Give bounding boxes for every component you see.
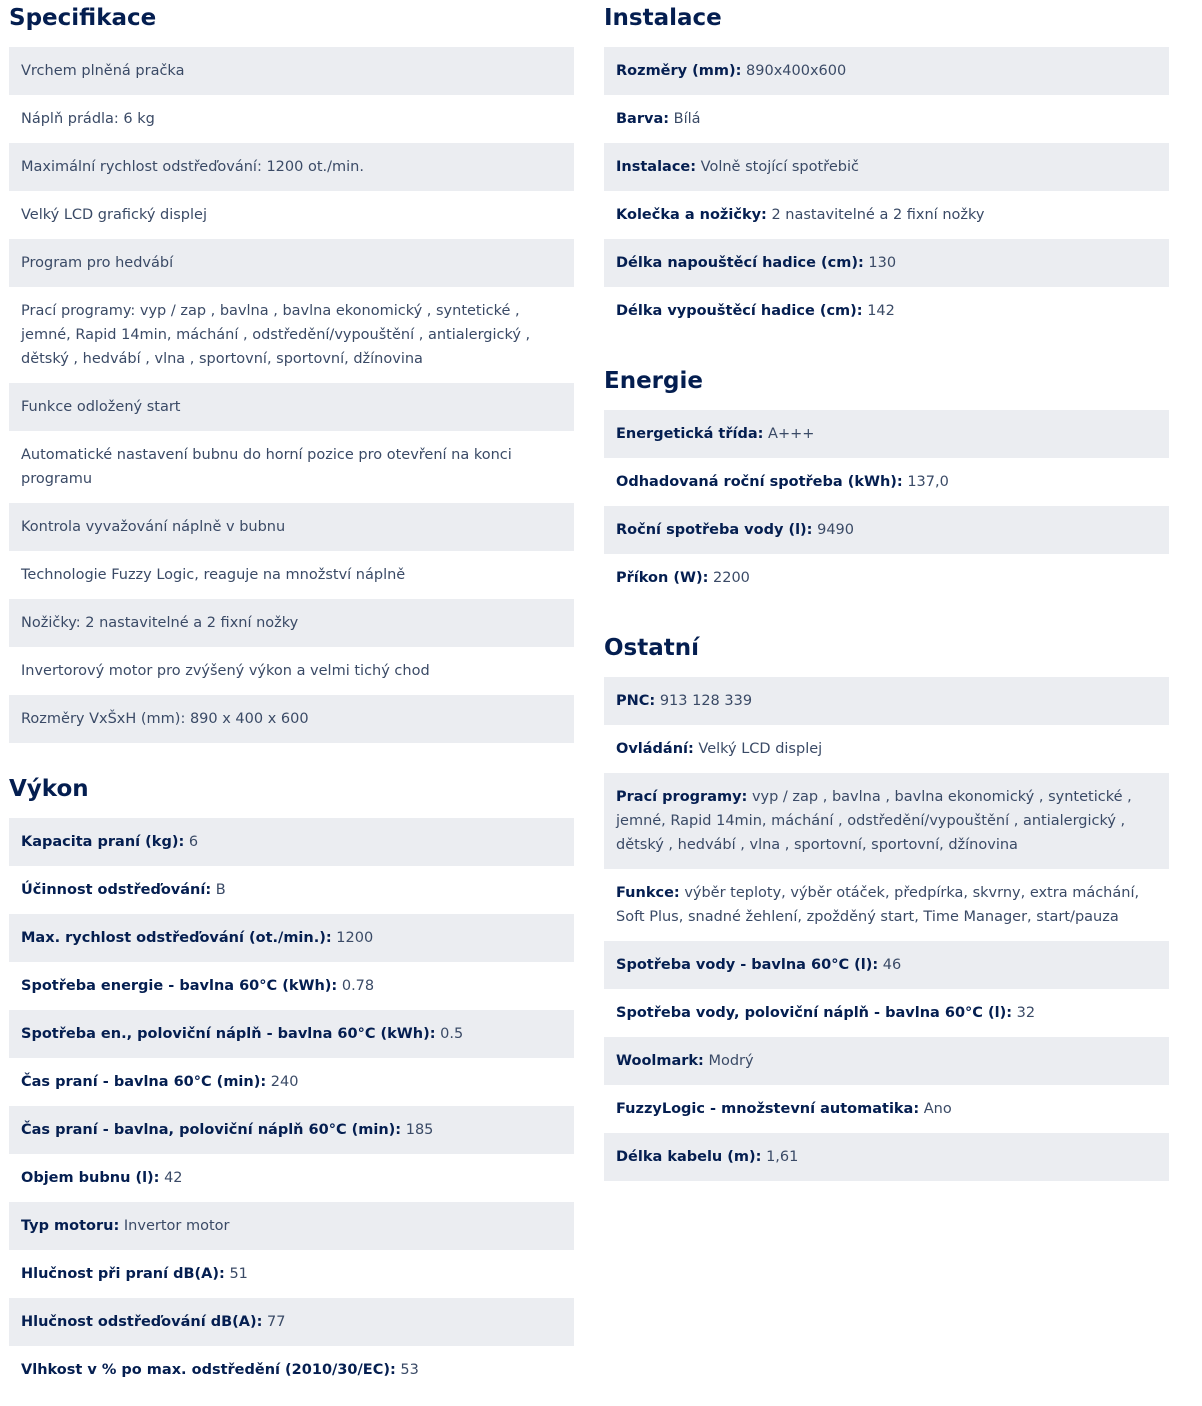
spec-row: [604, 458, 1169, 506]
spec-text: Program pro hedvábí: [21, 255, 174, 271]
spec-text: Nožičky: 2 nastavitelné a 2 fixní nožky: [21, 615, 299, 631]
spec-value: 142: [867, 303, 895, 319]
spec-row: [9, 962, 574, 1010]
spec-row: [9, 191, 574, 239]
left-column: [9, 0, 574, 1394]
spec-key: Čas praní - bavlna, poloviční náplň 60°C (min):: [21, 1122, 402, 1138]
spec-value: Ano: [923, 1101, 952, 1117]
spec-row: [604, 773, 1169, 869]
spec-row: [9, 1298, 574, 1346]
spec-value: výběr teploty, výběr otáček, předpírka, skvrny, extra máchání, Soft Plus, snadné žehlení, zpožděný start, Time Manager, start/pauza: [616, 885, 1140, 925]
spec-row: [9, 914, 574, 962]
spec-value: 137,0: [907, 474, 949, 490]
spec-key: Max. rychlost odstřeďování (ot./min.):: [21, 930, 332, 946]
spec-key: Objem bubnu (l):: [21, 1170, 160, 1186]
spec-value: Modrý: [708, 1053, 754, 1069]
section-title-vykon: Výkon: [9, 776, 89, 802]
spec-row: [9, 599, 574, 647]
spec-key: Typ motoru:: [21, 1218, 120, 1234]
spec-row: [9, 47, 574, 95]
spec-value: 77: [267, 1314, 286, 1330]
spec-value: 1,61: [766, 1149, 799, 1165]
spec-value: B: [215, 882, 226, 898]
spec-key: Instalace:: [616, 159, 697, 175]
spec-list: [9, 47, 574, 743]
spec-row: [604, 143, 1169, 191]
spec-text: Automatické nastavení bubnu do horní pozice pro otevření na konci programu: [21, 447, 512, 487]
spec-text: Prací programy: vyp / zap , bavlna , bavlna ekonomický , syntetické , jemné, Rapid 14min, máchání , odstředění/vypouštění , antialergický , dětský , hedvábí , vlna , sportovní, sportovní, džínovina: [21, 303, 531, 367]
spec-text: Náplň prádla: 6 kg: [21, 111, 155, 127]
section-title-specifikace: Specifikace: [9, 5, 157, 31]
spec-key: Účinnost odstřeďování:: [21, 882, 212, 898]
spec-row: [604, 191, 1169, 239]
spec-list: [604, 677, 1169, 1181]
spec-row: [9, 1250, 574, 1298]
spec-row: [604, 1133, 1169, 1181]
spec-key: FuzzyLogic - množstevní automatika:: [616, 1101, 920, 1117]
spec-text: Funkce odložený start: [21, 399, 181, 415]
spec-key: Hlučnost při praní dB(A):: [21, 1266, 225, 1282]
spec-value: vyp / zap , bavlna , bavlna ekonomický , syntetické , jemné, Rapid 14min, máchání , odstředění/vypouštění , antialergický , dětský , hedvábí , vlna , sportovní, sportovní, džínovina: [616, 789, 1132, 853]
spec-key: Délka vypouštěcí hadice (cm):: [616, 303, 863, 319]
spec-row: [9, 1058, 574, 1106]
section-title-ostatni: Ostatní: [604, 635, 700, 661]
spec-row: [9, 551, 574, 599]
spec-key: Spotřeba energie - bavlna 60°C (kWh):: [21, 978, 338, 994]
spec-row: [604, 989, 1169, 1037]
spec-key: Spotřeba en., poloviční náplň - bavlna 60°C (kWh):: [21, 1026, 436, 1042]
spec-row: [604, 47, 1169, 95]
spec-row: [9, 143, 574, 191]
spec-key: Délka napouštěcí hadice (cm):: [616, 255, 864, 271]
spec-value: 130: [868, 255, 897, 271]
spec-key: Energetická třída:: [616, 426, 764, 442]
spec-value: Bílá: [673, 111, 701, 127]
spec-key: Kolečka a nožičky:: [616, 207, 767, 223]
spec-key: Spotřeba vody, poloviční náplň - bavlna 60°C (l):: [616, 1005, 1012, 1021]
spec-row: [604, 554, 1169, 602]
spec-value: 890x400x600: [746, 63, 847, 79]
spec-row: [604, 410, 1169, 458]
spec-value: 1200: [336, 930, 374, 946]
spec-row: [9, 866, 574, 914]
spec-value: 185: [405, 1122, 434, 1138]
spec-key: Kapacita praní (kg):: [21, 834, 185, 850]
spec-key: Woolmark:: [616, 1053, 704, 1069]
spec-row: [9, 1010, 574, 1058]
spec-value: A+++: [768, 426, 815, 442]
spec-row: [9, 503, 574, 551]
right-column: [604, 0, 1169, 1181]
spec-row: [9, 695, 574, 743]
spec-value: 51: [229, 1266, 248, 1282]
spec-row: [9, 239, 574, 287]
section-title-instalace: Instalace: [604, 5, 722, 31]
spec-row: [9, 1346, 574, 1394]
spec-row: [9, 818, 574, 866]
spec-key: Vlhkost v % po max. odstředění (2010/30/EC):: [21, 1362, 396, 1378]
spec-value: 2 nastavitelné a 2 fixní nožky: [771, 207, 985, 223]
spec-text: Rozměry VxŠxH (mm): 890 x 400 x 600: [21, 711, 309, 727]
spec-value: Invertor motor: [123, 1218, 230, 1234]
spec-key: Funkce:: [616, 885, 680, 901]
spec-row: [604, 677, 1169, 725]
spec-value: Volně stojící spotřebič: [700, 159, 859, 175]
spec-value: 2200: [713, 570, 750, 586]
spec-list: [604, 47, 1169, 335]
spec-text: Vrchem plněná pračka: [21, 63, 185, 79]
spec-key: Barva:: [616, 111, 670, 127]
spec-key: Délka kabelu (m):: [616, 1149, 762, 1165]
spec-row: [604, 869, 1169, 941]
spec-row: [9, 647, 574, 695]
spec-key: Příkon (W):: [616, 570, 709, 586]
spec-value: 9490: [817, 522, 854, 538]
section-title-energie: Energie: [604, 368, 703, 394]
spec-key: Prací programy:: [616, 789, 748, 805]
spec-value: 240: [270, 1074, 299, 1090]
spec-key: Rozměry (mm):: [616, 63, 742, 79]
spec-row: [604, 506, 1169, 554]
spec-text: Kontrola vyvažování náplně v bubnu: [21, 519, 286, 535]
spec-value: 913 128 339: [659, 693, 753, 709]
spec-text: Maximální rychlost odstřeďování: 1200 ot./min.: [21, 159, 364, 175]
spec-key: Odhadovaná roční spotřeba (kWh):: [616, 474, 903, 490]
spec-key: Hlučnost odstřeďování dB(A):: [21, 1314, 263, 1330]
spec-key: Spotřeba vody - bavlna 60°C (l):: [616, 957, 879, 973]
spec-row: [9, 431, 574, 503]
spec-key: Čas praní - bavlna 60°C (min):: [21, 1074, 267, 1090]
spec-value: 46: [882, 957, 902, 973]
spec-row: [604, 725, 1169, 773]
spec-row: [9, 1106, 574, 1154]
spec-key: Roční spotřeba vody (l):: [616, 522, 813, 538]
spec-value: 0.78: [341, 978, 375, 994]
spec-value: 53: [400, 1362, 419, 1378]
spec-key: Ovládání:: [616, 741, 694, 757]
spec-key: PNC:: [616, 693, 656, 709]
spec-row: [604, 941, 1169, 989]
spec-value: 6: [188, 834, 199, 850]
spec-value: Velký LCD displej: [698, 741, 823, 757]
spec-row: [604, 287, 1169, 335]
spec-row: [9, 1202, 574, 1250]
spec-list: [604, 410, 1169, 602]
spec-row: [604, 95, 1169, 143]
spec-text: Velký LCD grafický displej: [21, 207, 207, 223]
spec-row: [604, 239, 1169, 287]
spec-row: [9, 383, 574, 431]
spec-row: [604, 1085, 1169, 1133]
spec-value: 42: [164, 1170, 183, 1186]
spec-text: Invertorový motor pro zvýšený výkon a velmi tichý chod: [21, 663, 430, 679]
spec-value: 0.5: [440, 1026, 464, 1042]
spec-row: [604, 1037, 1169, 1085]
spec-value: 32: [1016, 1005, 1036, 1021]
spec-row: [9, 95, 574, 143]
spec-row: [9, 1154, 574, 1202]
spec-row: [9, 287, 574, 383]
spec-text: Technologie Fuzzy Logic, reaguje na množství náplně: [21, 567, 406, 583]
spec-list: [9, 818, 574, 1394]
